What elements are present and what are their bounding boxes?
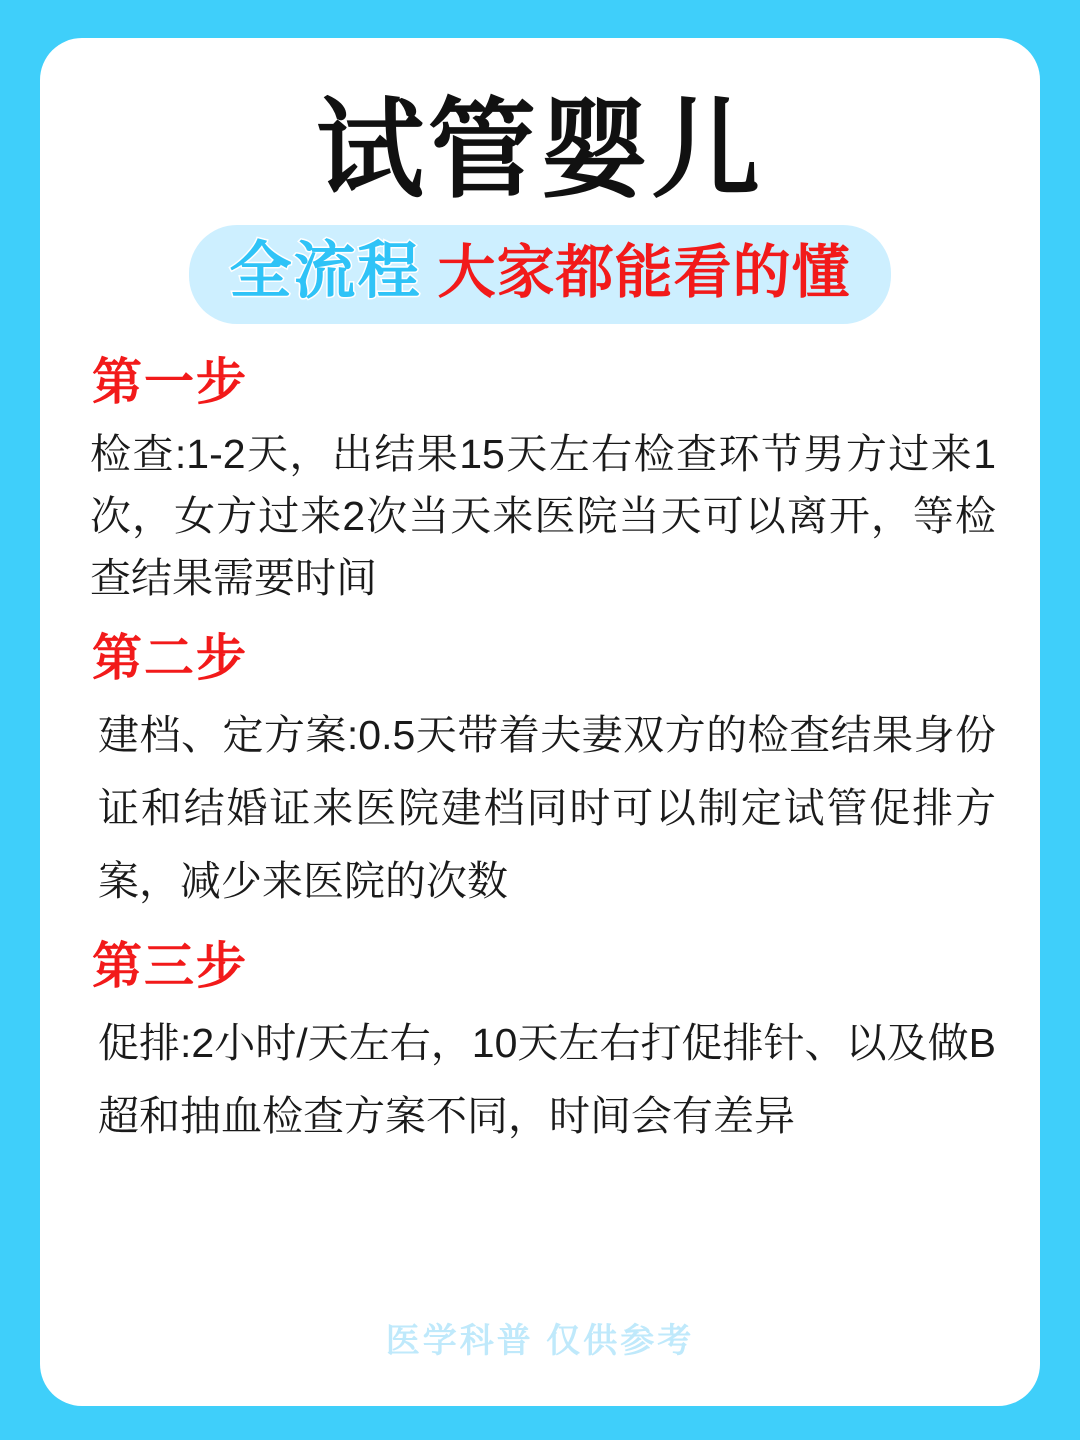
step-3 bbox=[84, 934, 996, 1153]
step-1-body: 检查:1-2天，出结果15天左右检查环节男方过来1次，女方过来2次当天来医院当天可以离开，等检查结果需要时间 bbox=[90, 430, 996, 602]
step-1 bbox=[84, 350, 996, 610]
subtitle-secondary: 大家都能看的懂 bbox=[437, 239, 851, 305]
step-2-heading: 第二步 bbox=[92, 629, 248, 686]
step-3-heading: 第三步 bbox=[92, 937, 248, 994]
step-1-heading: 第一步 bbox=[92, 353, 248, 410]
step-3-body: 促排:2小时/天左右，10天左右打促排针、以及做B超和抽血检查方案不同，时间会有差异 bbox=[98, 1019, 996, 1139]
subtitle-pill bbox=[189, 225, 890, 323]
footer-disclaimer: 医学科普 仅供参考 bbox=[385, 1322, 695, 1360]
page-title: 试管婴儿 bbox=[315, 89, 764, 210]
step-2-body: 建档、定方案:0.5天带着夫妻双方的检查结果身份证和结婚证来医院建档同时可以制定试管促排方案，减少来医院的次数 bbox=[98, 711, 996, 904]
step-2 bbox=[84, 626, 996, 918]
subtitle-row bbox=[84, 225, 996, 323]
subtitle-primary: 全流程 bbox=[229, 237, 422, 307]
content-card bbox=[40, 38, 1040, 1406]
